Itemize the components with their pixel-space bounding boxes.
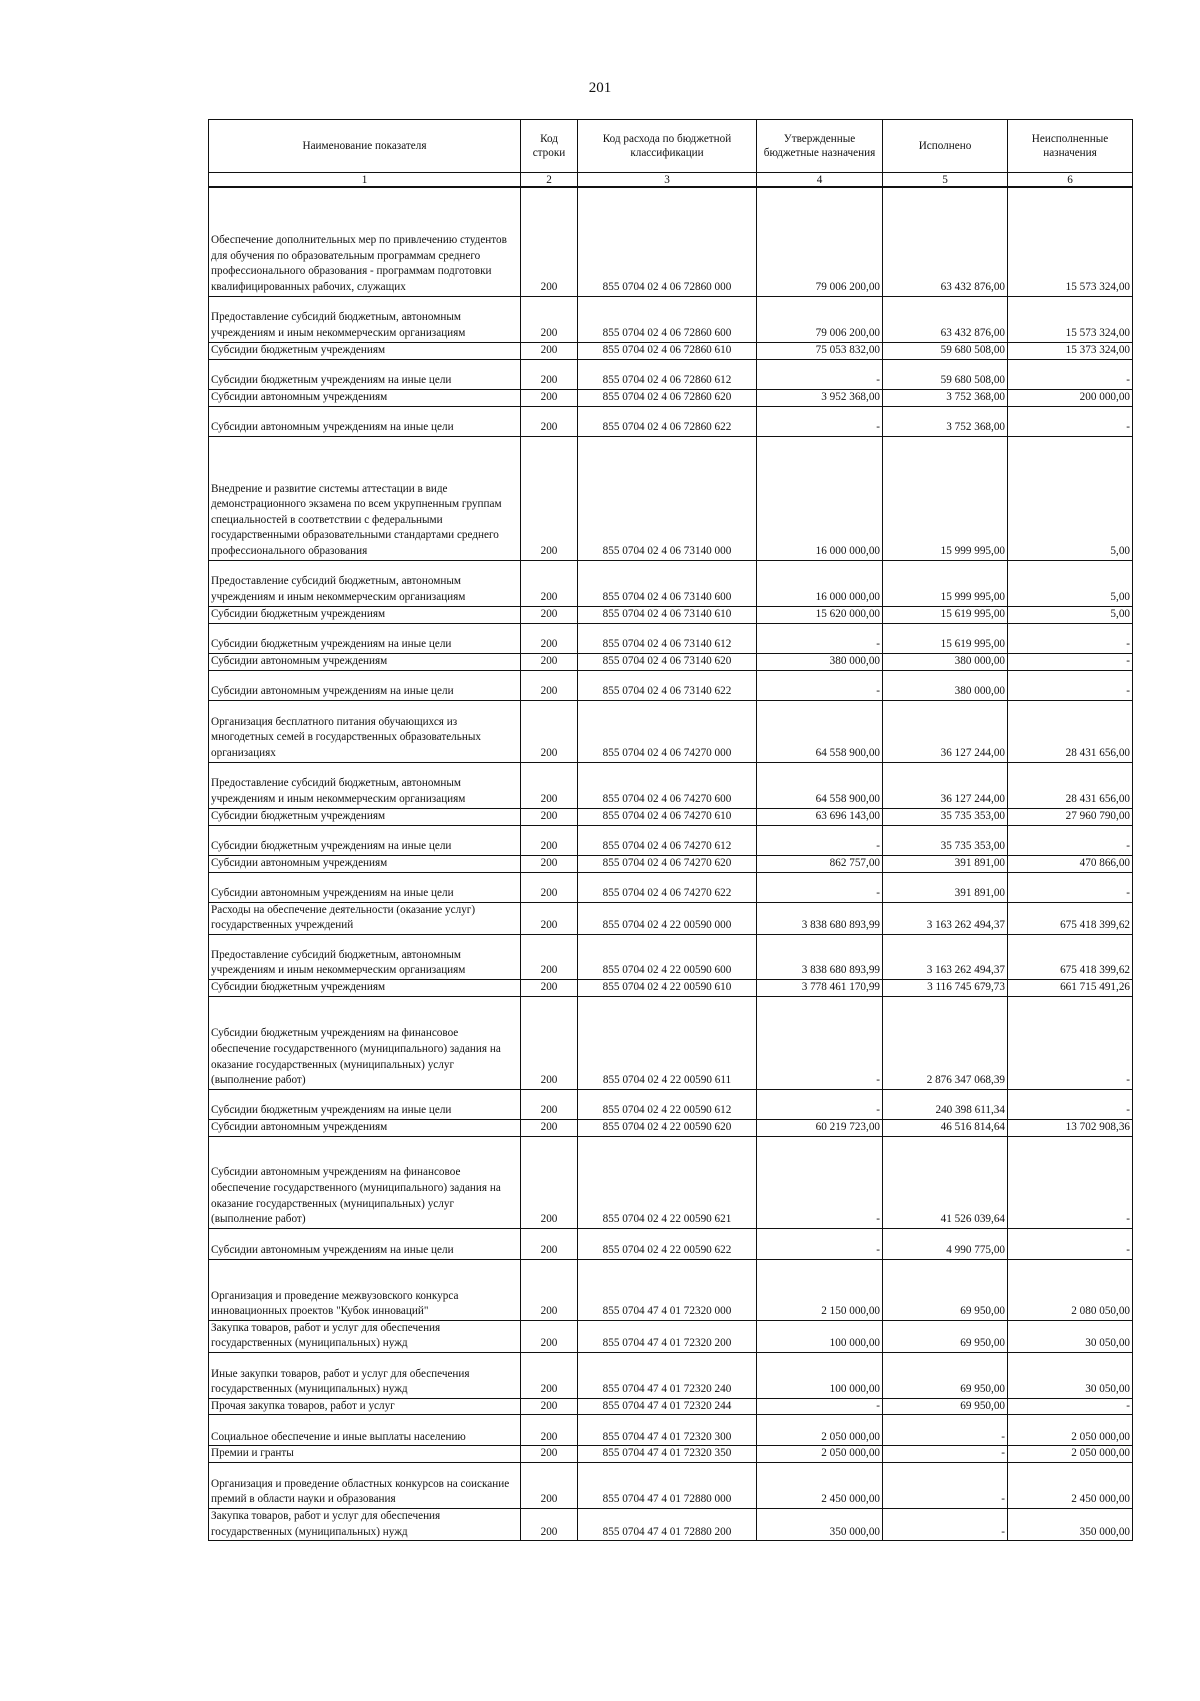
row-unexecuted-amount: -: [1008, 1089, 1133, 1119]
row-executed-amount: 15 619 995,00: [883, 623, 1008, 653]
table-row: [209, 623, 1133, 653]
row-line-code: 200: [521, 560, 578, 606]
table-row: [209, 996, 1133, 1089]
row-budget-code: 855 0704 02 4 06 72860 000: [578, 187, 757, 296]
row-line-code: 200: [521, 1228, 578, 1259]
row-executed-amount: 240 398 611,34: [883, 1089, 1008, 1119]
row-executed-amount: 69 950,00: [883, 1259, 1008, 1320]
row-unexecuted-amount: -: [1008, 670, 1133, 700]
column-number: 4: [757, 173, 883, 188]
row-line-code: 200: [521, 436, 578, 560]
row-executed-amount: -: [883, 1446, 1008, 1463]
row-approved-amount: 100 000,00: [757, 1352, 883, 1398]
header-line-code: Код строки: [521, 120, 578, 173]
row-line-code: 200: [521, 934, 578, 979]
table-row: [209, 1446, 1133, 1463]
table-row: [209, 187, 1133, 296]
row-line-code: 200: [521, 902, 578, 934]
row-approved-amount: 862 757,00: [757, 855, 883, 872]
row-line-code: 200: [521, 996, 578, 1089]
table-row: [209, 653, 1133, 670]
row-budget-code: 855 0704 47 4 01 72320 300: [578, 1415, 757, 1446]
row-unexecuted-amount: 27 960 790,00: [1008, 808, 1133, 825]
column-number: 6: [1008, 173, 1133, 188]
table-header-row: [209, 120, 1133, 173]
row-executed-amount: -: [883, 1509, 1008, 1541]
row-approved-amount: 60 219 723,00: [757, 1119, 883, 1136]
table-row: [209, 1415, 1133, 1446]
row-name: Прочая закупка товаров, работ и услуг: [209, 1398, 521, 1415]
row-executed-amount: -: [883, 1415, 1008, 1446]
row-budget-code: 855 0704 47 4 01 72320 244: [578, 1398, 757, 1415]
row-budget-code: 855 0704 02 4 22 00590 600: [578, 934, 757, 979]
row-name: Субсидии бюджетным учреждениям: [209, 342, 521, 359]
row-line-code: 200: [521, 855, 578, 872]
row-name: Субсидии бюджетным учреждениям: [209, 606, 521, 623]
row-budget-code: 855 0704 02 4 06 74270 610: [578, 808, 757, 825]
row-budget-code: 855 0704 02 4 06 74270 622: [578, 872, 757, 902]
table-row: [209, 1463, 1133, 1509]
header-unexecuted: Неисполненные назначения: [1008, 120, 1133, 173]
row-name: Субсидии автономным учреждениям: [209, 389, 521, 406]
row-executed-amount: 391 891,00: [883, 872, 1008, 902]
row-approved-amount: -: [757, 1089, 883, 1119]
row-line-code: 200: [521, 653, 578, 670]
row-unexecuted-amount: -: [1008, 872, 1133, 902]
row-name: Субсидии бюджетным учреждениям на иные цели: [209, 825, 521, 855]
row-budget-code: 855 0704 02 4 22 00590 620: [578, 1119, 757, 1136]
row-unexecuted-amount: 28 431 656,00: [1008, 762, 1133, 808]
table-row: [209, 389, 1133, 406]
row-approved-amount: 350 000,00: [757, 1509, 883, 1541]
row-name: Субсидии автономным учреждениям на финансовое обеспечение государственного (муниципального) задания на оказание государственных (муниципальных) услуг (выполнение работ): [209, 1136, 521, 1228]
row-name: Субсидии автономным учреждениям: [209, 855, 521, 872]
row-line-code: 200: [521, 187, 578, 296]
row-unexecuted-amount: 675 418 399,62: [1008, 934, 1133, 979]
row-budget-code: 855 0704 47 4 01 72320 200: [578, 1320, 757, 1352]
row-unexecuted-amount: -: [1008, 825, 1133, 855]
header-approved: Утвержденные бюджетные назначения: [757, 120, 883, 173]
row-budget-code: 855 0704 02 4 06 74270 600: [578, 762, 757, 808]
row-budget-code: 855 0704 02 4 22 00590 612: [578, 1089, 757, 1119]
row-approved-amount: -: [757, 825, 883, 855]
row-unexecuted-amount: -: [1008, 623, 1133, 653]
row-budget-code: 855 0704 02 4 22 00590 621: [578, 1136, 757, 1228]
row-line-code: 200: [521, 1089, 578, 1119]
row-name: Предоставление субсидий бюджетным, автономным учреждениям и иным некоммерческим организациям: [209, 296, 521, 342]
row-line-code: 200: [521, 1463, 578, 1509]
row-approved-amount: -: [757, 1136, 883, 1228]
table-row: [209, 670, 1133, 700]
row-approved-amount: 63 696 143,00: [757, 808, 883, 825]
row-approved-amount: -: [757, 996, 883, 1089]
row-approved-amount: -: [757, 623, 883, 653]
table-row: [209, 808, 1133, 825]
row-unexecuted-amount: 2 050 000,00: [1008, 1415, 1133, 1446]
row-approved-amount: 15 620 000,00: [757, 606, 883, 623]
row-unexecuted-amount: -: [1008, 1136, 1133, 1228]
row-budget-code: 855 0704 47 4 01 72320 350: [578, 1446, 757, 1463]
row-line-code: 200: [521, 979, 578, 996]
table-row: [209, 934, 1133, 979]
row-unexecuted-amount: -: [1008, 1228, 1133, 1259]
page-number: 201: [588, 80, 612, 96]
row-line-code: 200: [521, 1446, 578, 1463]
row-name: Субсидии автономным учреждениям на иные цели: [209, 406, 521, 436]
row-name: Предоставление субсидий бюджетным, автономным учреждениям и иным некоммерческим организациям: [209, 560, 521, 606]
row-budget-code: 855 0704 02 4 22 00590 622: [578, 1228, 757, 1259]
row-name: Предоставление субсидий бюджетным, автономным учреждениям и иным некоммерческим организациям: [209, 762, 521, 808]
row-budget-code: 855 0704 02 4 06 73140 622: [578, 670, 757, 700]
table-row: [209, 1089, 1133, 1119]
row-approved-amount: -: [757, 670, 883, 700]
table-row: [209, 606, 1133, 623]
row-line-code: 200: [521, 1398, 578, 1415]
row-unexecuted-amount: 15 373 324,00: [1008, 342, 1133, 359]
row-executed-amount: 59 680 508,00: [883, 359, 1008, 389]
row-approved-amount: 100 000,00: [757, 1320, 883, 1352]
table-row: [209, 1136, 1133, 1228]
row-executed-amount: 69 950,00: [883, 1352, 1008, 1398]
table-row: [209, 700, 1133, 762]
row-unexecuted-amount: 675 418 399,62: [1008, 902, 1133, 934]
header-indicator-name: Наименование показателя: [209, 120, 521, 173]
row-unexecuted-amount: 13 702 908,36: [1008, 1119, 1133, 1136]
row-approved-amount: 2 450 000,00: [757, 1463, 883, 1509]
row-line-code: 200: [521, 808, 578, 825]
row-executed-amount: 36 127 244,00: [883, 700, 1008, 762]
row-name: Внедрение и развитие системы аттестации в виде демонстрационного экзамена по всем укрупненным группам специальностей в соответствии с федеральными государственными образовательными стандартами среднего профессионального образования: [209, 436, 521, 560]
row-executed-amount: 35 735 353,00: [883, 808, 1008, 825]
table-row: [209, 406, 1133, 436]
row-line-code: 200: [521, 1119, 578, 1136]
row-executed-amount: 15 619 995,00: [883, 606, 1008, 623]
row-approved-amount: 3 838 680 893,99: [757, 934, 883, 979]
row-executed-amount: 3 752 368,00: [883, 406, 1008, 436]
row-unexecuted-amount: -: [1008, 1398, 1133, 1415]
table-row: [209, 1352, 1133, 1398]
row-line-code: 200: [521, 700, 578, 762]
row-line-code: 200: [521, 606, 578, 623]
row-line-code: 200: [521, 296, 578, 342]
row-name: Субсидии автономным учреждениям на иные цели: [209, 670, 521, 700]
row-executed-amount: 15 999 995,00: [883, 436, 1008, 560]
row-unexecuted-amount: 5,00: [1008, 560, 1133, 606]
row-unexecuted-amount: 15 573 324,00: [1008, 187, 1133, 296]
row-budget-code: 855 0704 02 4 06 73140 600: [578, 560, 757, 606]
row-approved-amount: 2 050 000,00: [757, 1415, 883, 1446]
row-executed-amount: 3 163 262 494,37: [883, 902, 1008, 934]
row-name: Иные закупки товаров, работ и услуг для обеспечения государственных (муниципальных) нужд: [209, 1352, 521, 1398]
row-line-code: 200: [521, 1415, 578, 1446]
row-executed-amount: 380 000,00: [883, 670, 1008, 700]
row-approved-amount: 16 000 000,00: [757, 560, 883, 606]
row-budget-code: 855 0704 02 4 22 00590 610: [578, 979, 757, 996]
table-row: [209, 359, 1133, 389]
table-row: [209, 1228, 1133, 1259]
row-name: Закупка товаров, работ и услуг для обеспечения государственных (муниципальных) нужд: [209, 1320, 521, 1352]
row-executed-amount: 3 163 262 494,37: [883, 934, 1008, 979]
row-line-code: 200: [521, 1320, 578, 1352]
row-line-code: 200: [521, 342, 578, 359]
row-line-code: 200: [521, 359, 578, 389]
table-row: [209, 342, 1133, 359]
row-name: Премии и гранты: [209, 1446, 521, 1463]
row-unexecuted-amount: 2 050 000,00: [1008, 1446, 1133, 1463]
row-executed-amount: 36 127 244,00: [883, 762, 1008, 808]
row-budget-code: 855 0704 02 4 06 74270 000: [578, 700, 757, 762]
row-budget-code: 855 0704 02 4 06 72860 622: [578, 406, 757, 436]
row-line-code: 200: [521, 670, 578, 700]
row-executed-amount: -: [883, 1463, 1008, 1509]
row-budget-code: 855 0704 02 4 06 72860 610: [578, 342, 757, 359]
table-row: [209, 1509, 1133, 1541]
row-approved-amount: 2 050 000,00: [757, 1446, 883, 1463]
row-unexecuted-amount: 5,00: [1008, 436, 1133, 560]
row-budget-code: 855 0704 02 4 06 73140 000: [578, 436, 757, 560]
row-budget-code: 855 0704 02 4 06 73140 620: [578, 653, 757, 670]
row-line-code: 200: [521, 1509, 578, 1541]
row-unexecuted-amount: 661 715 491,26: [1008, 979, 1133, 996]
table-row: [209, 1259, 1133, 1320]
row-executed-amount: 15 999 995,00: [883, 560, 1008, 606]
row-budget-code: 855 0704 02 4 22 00590 000: [578, 902, 757, 934]
row-approved-amount: 75 053 832,00: [757, 342, 883, 359]
table-row: [209, 762, 1133, 808]
row-name: Предоставление субсидий бюджетным, автономным учреждениям и иным некоммерческим организациям: [209, 934, 521, 979]
row-name: Субсидии автономным учреждениям: [209, 1119, 521, 1136]
row-unexecuted-amount: -: [1008, 996, 1133, 1089]
row-name: Организация и проведение межвузовского конкурса инновационных проектов "Кубок инноваций": [209, 1259, 521, 1320]
row-line-code: 200: [521, 825, 578, 855]
table-row: [209, 296, 1133, 342]
table-row: [209, 560, 1133, 606]
header-executed: Исполнено: [883, 120, 1008, 173]
row-executed-amount: 69 950,00: [883, 1398, 1008, 1415]
row-line-code: 200: [521, 389, 578, 406]
row-budget-code: 855 0704 02 4 06 72860 620: [578, 389, 757, 406]
row-budget-code: 855 0704 02 4 06 72860 612: [578, 359, 757, 389]
row-name: Субсидии бюджетным учреждениям: [209, 979, 521, 996]
row-unexecuted-amount: 2 450 000,00: [1008, 1463, 1133, 1509]
row-name: Субсидии бюджетным учреждениям на иные цели: [209, 1089, 521, 1119]
row-budget-code: 855 0704 02 4 06 72860 600: [578, 296, 757, 342]
row-unexecuted-amount: 30 050,00: [1008, 1320, 1133, 1352]
row-budget-code: 855 0704 47 4 01 72320 000: [578, 1259, 757, 1320]
row-approved-amount: 2 150 000,00: [757, 1259, 883, 1320]
row-unexecuted-amount: 470 866,00: [1008, 855, 1133, 872]
row-approved-amount: 16 000 000,00: [757, 436, 883, 560]
row-approved-amount: 3 838 680 893,99: [757, 902, 883, 934]
table-row: [209, 902, 1133, 934]
row-executed-amount: 59 680 508,00: [883, 342, 1008, 359]
row-budget-code: 855 0704 47 4 01 72880 200: [578, 1509, 757, 1541]
row-approved-amount: -: [757, 1228, 883, 1259]
row-executed-amount: 4 990 775,00: [883, 1228, 1008, 1259]
row-unexecuted-amount: 28 431 656,00: [1008, 700, 1133, 762]
row-executed-amount: 46 516 814,64: [883, 1119, 1008, 1136]
row-executed-amount: 3 752 368,00: [883, 389, 1008, 406]
row-executed-amount: 35 735 353,00: [883, 825, 1008, 855]
row-name: Субсидии автономным учреждениям: [209, 653, 521, 670]
row-approved-amount: 64 558 900,00: [757, 700, 883, 762]
row-approved-amount: -: [757, 359, 883, 389]
row-budget-code: 855 0704 02 4 06 74270 620: [578, 855, 757, 872]
row-name: Обеспечение дополнительных мер по привлечению студентов для обучения по образовательным программам среднего профессионального образования - программам подготовки квалифицированных рабочих, служащих: [209, 187, 521, 296]
row-unexecuted-amount: 200 000,00: [1008, 389, 1133, 406]
row-name: Организация бесплатного питания обучающихся из многодетных семей в государственных образовательных организациях: [209, 700, 521, 762]
row-approved-amount: 79 006 200,00: [757, 187, 883, 296]
row-name: Субсидии автономным учреждениям на иные цели: [209, 1228, 521, 1259]
row-approved-amount: -: [757, 1398, 883, 1415]
table-body: [209, 187, 1133, 1541]
row-unexecuted-amount: -: [1008, 359, 1133, 389]
row-executed-amount: 63 432 876,00: [883, 296, 1008, 342]
row-unexecuted-amount: 15 573 324,00: [1008, 296, 1133, 342]
row-approved-amount: 79 006 200,00: [757, 296, 883, 342]
row-line-code: 200: [521, 406, 578, 436]
column-number-row: [209, 173, 1133, 188]
row-line-code: 200: [521, 762, 578, 808]
row-line-code: 200: [521, 1352, 578, 1398]
row-executed-amount: 2 876 347 068,39: [883, 996, 1008, 1089]
row-budget-code: 855 0704 02 4 06 73140 612: [578, 623, 757, 653]
table-row: [209, 1398, 1133, 1415]
row-executed-amount: 69 950,00: [883, 1320, 1008, 1352]
row-approved-amount: 64 558 900,00: [757, 762, 883, 808]
table-row: [209, 979, 1133, 996]
row-name: Социальное обеспечение и иные выплаты населению: [209, 1415, 521, 1446]
row-unexecuted-amount: 2 080 050,00: [1008, 1259, 1133, 1320]
row-line-code: 200: [521, 872, 578, 902]
budget-execution-table: [208, 119, 1133, 1541]
row-unexecuted-amount: 350 000,00: [1008, 1509, 1133, 1541]
table-row: [209, 872, 1133, 902]
row-budget-code: 855 0704 02 4 06 74270 612: [578, 825, 757, 855]
row-name: Организация и проведение областных конкурсов на соискание премий в области науки и образования: [209, 1463, 521, 1509]
table-row: [209, 1119, 1133, 1136]
row-unexecuted-amount: 5,00: [1008, 606, 1133, 623]
row-approved-amount: -: [757, 872, 883, 902]
row-line-code: 200: [521, 1136, 578, 1228]
header-budget-code: Код расхода по бюджетной классификации: [578, 120, 757, 173]
row-name: Субсидии бюджетным учреждениям на финансовое обеспечение государственного (муниципального) задания на оказание государственных (муниципальных) услуг (выполнение работ): [209, 996, 521, 1089]
row-name: Закупка товаров, работ и услуг для обеспечения государственных (муниципальных) нужд: [209, 1509, 521, 1541]
row-budget-code: 855 0704 02 4 06 73140 610: [578, 606, 757, 623]
row-line-code: 200: [521, 1259, 578, 1320]
row-approved-amount: 3 778 461 170,99: [757, 979, 883, 996]
row-approved-amount: 3 952 368,00: [757, 389, 883, 406]
column-number: 3: [578, 173, 757, 188]
row-unexecuted-amount: -: [1008, 406, 1133, 436]
row-line-code: 200: [521, 623, 578, 653]
table-row: [209, 825, 1133, 855]
row-executed-amount: 391 891,00: [883, 855, 1008, 872]
table-row: [209, 436, 1133, 560]
row-budget-code: 855 0704 02 4 22 00590 611: [578, 996, 757, 1089]
column-number: 5: [883, 173, 1008, 188]
row-executed-amount: 41 526 039,64: [883, 1136, 1008, 1228]
row-executed-amount: 380 000,00: [883, 653, 1008, 670]
row-unexecuted-amount: -: [1008, 653, 1133, 670]
row-approved-amount: 380 000,00: [757, 653, 883, 670]
table-row: [209, 1320, 1133, 1352]
column-number: 1: [209, 173, 521, 188]
row-name: Субсидии бюджетным учреждениям на иные цели: [209, 359, 521, 389]
row-name: Расходы на обеспечение деятельности (оказание услуг) государственных учреждений: [209, 902, 521, 934]
row-executed-amount: 63 432 876,00: [883, 187, 1008, 296]
row-name: Субсидии бюджетным учреждениям на иные цели: [209, 623, 521, 653]
row-budget-code: 855 0704 47 4 01 72880 000: [578, 1463, 757, 1509]
row-approved-amount: -: [757, 406, 883, 436]
row-budget-code: 855 0704 47 4 01 72320 240: [578, 1352, 757, 1398]
column-number: 2: [521, 173, 578, 188]
row-name: Субсидии бюджетным учреждениям: [209, 808, 521, 825]
table-row: [209, 855, 1133, 872]
row-name: Субсидии автономным учреждениям на иные цели: [209, 872, 521, 902]
row-executed-amount: 3 116 745 679,73: [883, 979, 1008, 996]
row-unexecuted-amount: 30 050,00: [1008, 1352, 1133, 1398]
